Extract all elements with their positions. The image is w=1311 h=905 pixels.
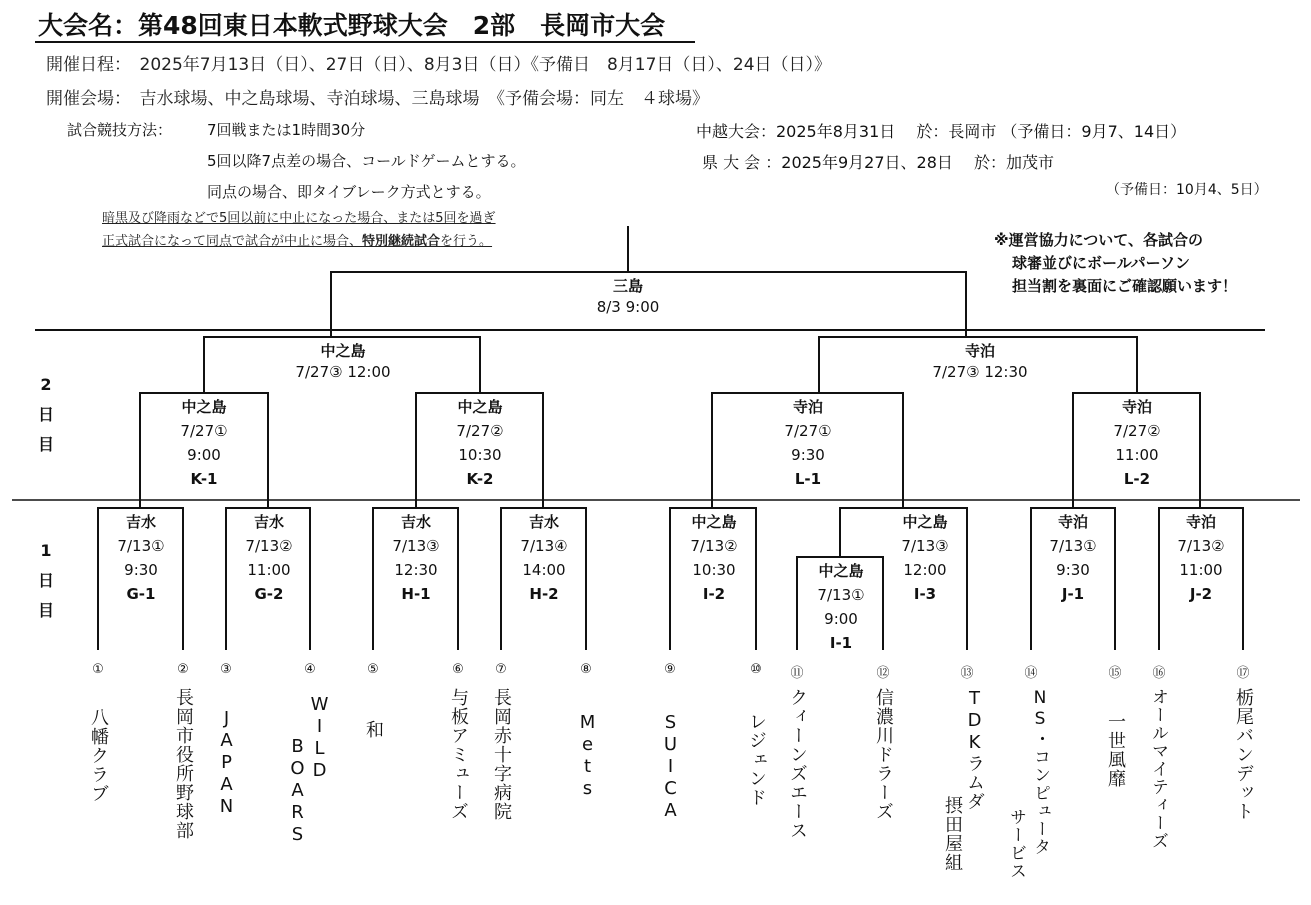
rules-line-3: 同点の場合、即タイブレーク方式とする。 <box>207 183 491 201</box>
day-2-label: 2 日 目 <box>37 375 54 454</box>
match-time: 10:30 <box>458 446 502 464</box>
team-name: JAPAN <box>216 708 237 818</box>
match-j1 <box>1032 510 1114 606</box>
team-name: WILD <box>309 694 330 782</box>
match-k1 <box>144 395 264 491</box>
suspension-note-2-pre: 正式試合になって同点で試合が中止に場合、 <box>102 234 363 249</box>
team-number: ⑨ <box>664 662 676 677</box>
match-time: 14:00 <box>522 561 566 579</box>
rules-label: 試合競技方法： <box>67 121 173 139</box>
match-date: 7/13② <box>1177 537 1225 555</box>
match-date: 7/13② <box>690 537 738 555</box>
team-number: ⑪ <box>790 666 804 681</box>
match-code: L-1 <box>794 470 822 488</box>
match-i2 <box>672 510 756 606</box>
team-number: ⑧ <box>580 662 592 677</box>
match-l1 <box>748 395 868 491</box>
match-venue: 寺泊 <box>1121 398 1152 416</box>
match-venue: 寺泊 <box>964 342 995 360</box>
team-number: ⑬ <box>960 666 974 681</box>
match-venue: 吉水 <box>253 513 284 531</box>
prefecture-event: 県 大 会 ：2025年9月27日、28日 於：加茂市 <box>702 153 1054 172</box>
venues-text: 開催会場： 吉水球場、中之島球場、寺泊球場、三島球場 《予備会場：同左 ４球場》 <box>46 89 709 109</box>
team-number: ④ <box>304 662 316 677</box>
suspension-note-2-post: を行う。 <box>440 234 493 249</box>
match-code: J-2 <box>1189 585 1213 603</box>
match-datetime: 7/27③ 12:00 <box>295 363 391 381</box>
day-1-label: 1 日 目 <box>37 541 54 620</box>
team-name: 与板アミューズ <box>448 688 469 821</box>
match-g1 <box>100 510 182 606</box>
team-name: SUICA <box>660 712 681 822</box>
match-time: 9:30 <box>791 446 825 464</box>
match-time: 11:00 <box>1115 446 1159 464</box>
rules-line-1: 7回戦または1時間30分 <box>207 121 366 139</box>
match-venue: 寺泊 <box>1057 513 1088 531</box>
match-code: H-2 <box>529 585 559 603</box>
match-venue: 吉水 <box>528 513 559 531</box>
alert-line-2: 球審並びにボールパーソン <box>1012 254 1191 272</box>
match-i3 <box>884 510 966 606</box>
match-date: 7/13② <box>245 537 293 555</box>
match-code: K-1 <box>190 470 218 488</box>
match-venue: 寺泊 <box>1185 513 1216 531</box>
match-date: 7/13③ <box>392 537 440 555</box>
match-time: 9:30 <box>1056 561 1090 579</box>
match-date: 7/13④ <box>520 537 568 555</box>
team-name: レジェンド <box>746 712 767 807</box>
match-code: H-1 <box>401 585 431 603</box>
team-number: ⑯ <box>1152 666 1166 681</box>
match-venue: 中之島 <box>457 398 503 416</box>
team-name: NS・コンピュータ <box>1030 688 1050 856</box>
schedule-text: 開催日程： 2025年7月13日（日）、27日（日）、8月3日（日）《予備日 8月17日（日）、24日（日）》 <box>46 55 832 75</box>
match-date: 7/27① <box>180 422 228 440</box>
match-date: 7/13① <box>1049 537 1097 555</box>
match-i1 <box>799 559 883 655</box>
match-time: 12:00 <box>903 561 947 579</box>
team-number: ③ <box>220 662 232 677</box>
match-l2 <box>1077 395 1197 491</box>
team-name: オールマイティーズ <box>1148 688 1168 850</box>
team-number: ⑫ <box>876 666 890 681</box>
match-datetime: 8/3 9:00 <box>596 298 660 316</box>
prefecture-reserve: （予備日：10月4、5日） <box>1106 182 1268 198</box>
alert-line-3: 担当割を裏面にご確認願います！ <box>1012 277 1238 295</box>
team-name: 長岡市役所野球部 <box>173 688 194 840</box>
team-name: 一世風靡 <box>1105 712 1126 788</box>
team-name: 和 <box>363 720 384 739</box>
match-code: K-2 <box>466 470 494 488</box>
match-g2 <box>228 510 310 606</box>
team-number: ② <box>177 662 189 677</box>
match-time: 9:00 <box>187 446 221 464</box>
match-date: 7/27① <box>784 422 832 440</box>
match-time: 12:30 <box>394 561 438 579</box>
match-time: 9:30 <box>124 561 158 579</box>
match-datetime: 7/27③ 12:30 <box>932 363 1028 381</box>
match-venue: 中之島 <box>818 562 864 580</box>
team-number: ⑥ <box>452 662 464 677</box>
match-j2 <box>1160 510 1242 606</box>
match-code: L-2 <box>1123 470 1151 488</box>
semi-left-match <box>243 341 443 383</box>
team-name: 八幡クラブ <box>88 708 109 803</box>
team-name: Mets <box>577 712 598 800</box>
chuetsu-event: 中越大会：2025年8月31日 於：長岡市 （予備日：9月7、14日） <box>696 122 1187 141</box>
alert-line-1: ※運営協力について、各試合の <box>994 231 1203 249</box>
team-number: ① <box>92 662 104 677</box>
page-title: 大会名：第48回東日本軟式野球大会 2部 長岡市大会 <box>38 11 666 40</box>
match-h1 <box>375 510 457 606</box>
match-venue: 中之島 <box>181 398 227 416</box>
final-match <box>528 276 728 318</box>
match-date: 7/13① <box>817 586 865 604</box>
team-number: ⑦ <box>495 662 507 677</box>
match-venue: 寺泊 <box>792 398 823 416</box>
rules-line-2: 5回以降7点差の場合、コールドゲームとする。 <box>207 152 526 170</box>
match-date: 7/13③ <box>901 537 949 555</box>
match-code: I-1 <box>829 634 853 652</box>
suspension-note-1: 暗黒及び降雨などで5回以前に中止になった場合、または5回を過ぎ <box>102 211 496 226</box>
team-number: ⑤ <box>367 662 379 677</box>
match-h2 <box>503 510 585 606</box>
match-code: I-2 <box>702 585 726 603</box>
match-time: 11:00 <box>247 561 291 579</box>
semi-right-match <box>880 341 1080 383</box>
match-venue: 中之島 <box>320 342 366 360</box>
match-time: 11:00 <box>1179 561 1223 579</box>
team-number: ⑭ <box>1024 666 1038 681</box>
team-name-line2: サービス <box>1006 808 1026 880</box>
team-name: 信濃川ドラーズ <box>873 688 894 821</box>
match-venue: 中之島 <box>691 513 737 531</box>
team-number: ⑰ <box>1236 666 1250 681</box>
match-date: 7/27② <box>456 422 504 440</box>
team-name: 栃尾バンデット <box>1233 688 1254 821</box>
team-name: TDKラムダ <box>964 688 985 811</box>
team-name-line2: 摂田屋組 <box>942 796 963 872</box>
match-code: J-1 <box>1061 585 1085 603</box>
match-k2 <box>420 395 540 491</box>
team-name: 長岡赤十字病院 <box>491 688 512 821</box>
match-venue: 吉水 <box>400 513 431 531</box>
match-code: I-3 <box>913 585 937 603</box>
match-code: G-2 <box>254 585 284 603</box>
special-continuation-text: 特別継続試合 <box>362 234 441 249</box>
team-number: ⑮ <box>1108 666 1122 681</box>
match-time: 10:30 <box>692 561 736 579</box>
match-venue: 中之島 <box>902 513 948 531</box>
match-time: 9:00 <box>824 610 858 628</box>
match-date: 7/13① <box>117 537 165 555</box>
team-name: クィーンズエース <box>787 688 808 840</box>
match-code: G-1 <box>126 585 156 603</box>
match-date: 7/27② <box>1113 422 1161 440</box>
match-venue: 吉水 <box>125 513 156 531</box>
match-venue: 三島 <box>612 277 643 295</box>
team-number: ⑩ <box>750 662 762 677</box>
team-name-line2: BOARS <box>287 736 308 846</box>
